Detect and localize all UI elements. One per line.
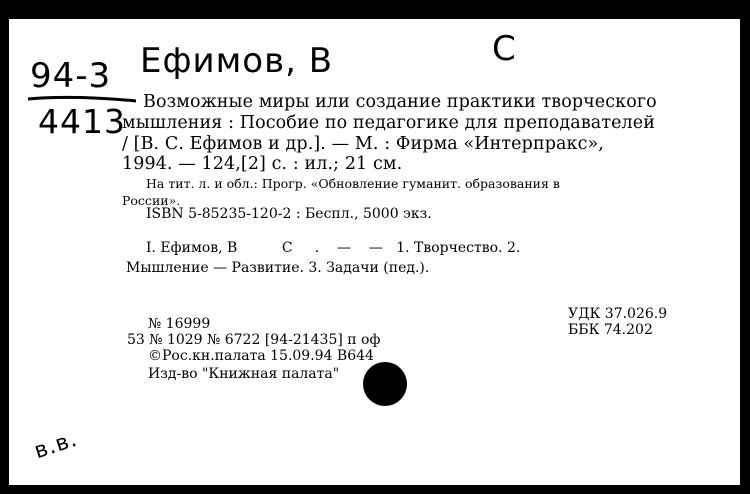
book-chamber-line: ©Рос.кн.палата 15.09.94 В644 (148, 348, 374, 364)
entry-line-3: / [В. С. Ефимов и др.]. — М. : Фирма «Интерпракс», (122, 134, 604, 154)
author-heading-handwritten: Ефимов, В (140, 41, 334, 81)
publisher-line: Изд-во "Книжная палата" (148, 366, 340, 382)
tracing-line-1: I. Ефимов, В С . — — 1. Творчество. 2. (146, 240, 521, 256)
registry-line-2: 53 № 1029 № 6722 [94-21435] п оф (127, 332, 381, 348)
registry-number: № 16999 (148, 316, 211, 332)
inventory-number: 4413 (38, 102, 126, 141)
isbn-line: ISBN 5-85235-120-2 : Беспл., 5000 экз. (146, 206, 432, 222)
udk-code: УДК 37.026.9 (568, 306, 668, 322)
entry-line-2: мышления : Пособие по педагогике для преподавателей (122, 113, 655, 133)
bbk-code: ББК 74.202 (568, 322, 653, 338)
letter-mark: С (492, 29, 517, 69)
title-note-2: России». (122, 193, 181, 208)
shelf-number: 94-3 (30, 56, 112, 96)
title-note-1: На тит. л. и обл.: Прогр. «Обновление гуманит. образования в (146, 176, 560, 191)
corner-note: в.в. (31, 426, 81, 465)
tracing-line-2: Мышление — Развитие. 3. Задачи (пед.). (126, 260, 430, 276)
punch-hole (363, 362, 407, 406)
entry-line-4: 1994. — 124,[2] с. : ил.; 21 см. (122, 154, 403, 174)
entry-line-1: Возможные миры или создание практики творческого (143, 92, 657, 112)
